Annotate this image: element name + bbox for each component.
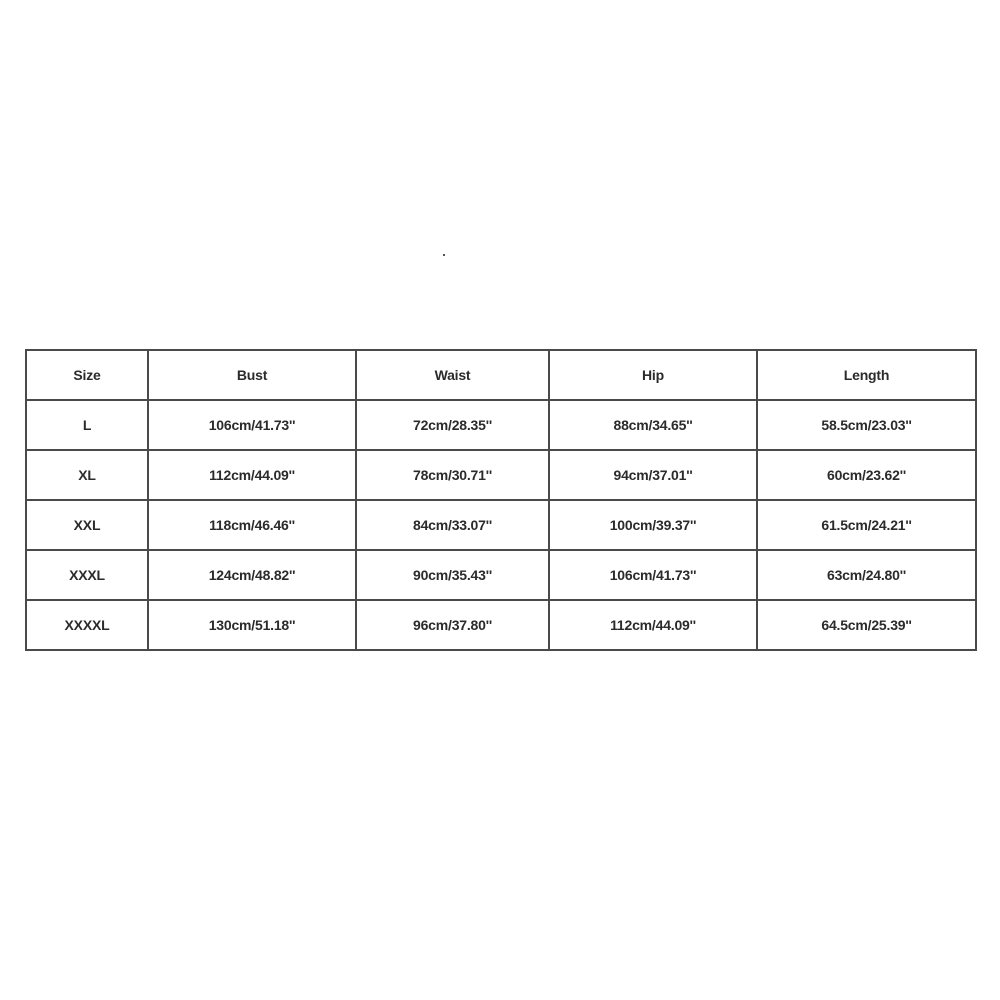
header-hip: Hip [549,350,757,400]
cell-size: XXXL [26,550,148,600]
cell-hip: 106cm/41.73'' [549,550,757,600]
cell-bust: 112cm/44.09'' [148,450,356,500]
header-bust: Bust [148,350,356,400]
stray-dot [443,254,445,256]
cell-length: 58.5cm/23.03'' [757,400,976,450]
cell-hip: 100cm/39.37'' [549,500,757,550]
cell-hip: 94cm/37.01'' [549,450,757,500]
cell-size: XXL [26,500,148,550]
cell-bust: 130cm/51.18'' [148,600,356,650]
table-row [26,450,976,500]
cell-bust: 124cm/48.82'' [148,550,356,600]
table-row [26,600,976,650]
cell-waist: 84cm/33.07'' [356,500,549,550]
size-chart-table [25,349,977,651]
cell-hip: 88cm/34.65'' [549,400,757,450]
table-row [26,550,976,600]
header-size: Size [26,350,148,400]
cell-length: 61.5cm/24.21'' [757,500,976,550]
table-row [26,500,976,550]
cell-waist: 72cm/28.35'' [356,400,549,450]
table-row [26,400,976,450]
header-length: Length [757,350,976,400]
cell-length: 63cm/24.80'' [757,550,976,600]
cell-size: XXXXL [26,600,148,650]
cell-size: L [26,400,148,450]
cell-length: 64.5cm/25.39'' [757,600,976,650]
cell-waist: 78cm/30.71'' [356,450,549,500]
cell-size: XL [26,450,148,500]
cell-length: 60cm/23.62'' [757,450,976,500]
cell-bust: 118cm/46.46'' [148,500,356,550]
cell-waist: 90cm/35.43'' [356,550,549,600]
cell-waist: 96cm/37.80'' [356,600,549,650]
header-row [26,350,976,400]
cell-hip: 112cm/44.09'' [549,600,757,650]
cell-bust: 106cm/41.73'' [148,400,356,450]
header-waist: Waist [356,350,549,400]
